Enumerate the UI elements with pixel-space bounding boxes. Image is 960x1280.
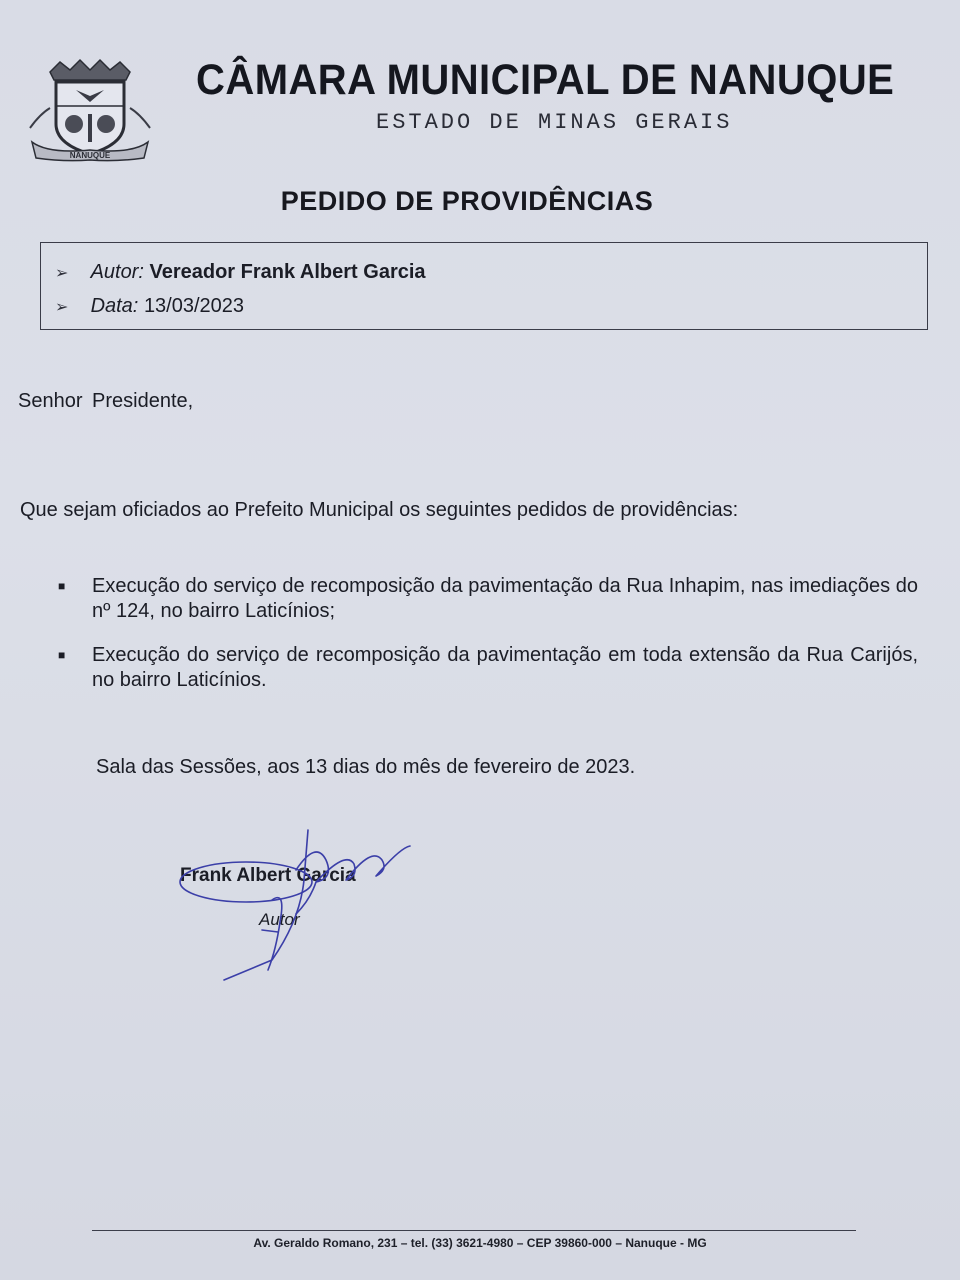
state-subheading: ESTADO DE MINAS GERAIS: [376, 110, 733, 135]
crest-banner-text: NANUQUE: [69, 151, 111, 160]
intro-paragraph: Que sejam oficiados ao Prefeito Municipal os seguintes pedidos de providências:: [20, 499, 739, 521]
org-name-heading: CÂMARA MUNICIPAL DE NANUQUE: [196, 56, 895, 104]
municipal-crest-icon: [26, 58, 154, 168]
list-item: [56, 643, 918, 693]
requests-list: [56, 574, 918, 712]
square-bullet-icon: ■: [58, 648, 66, 662]
arrow-bullet-icon: ➢: [55, 265, 69, 282]
arrow-bullet-icon: ➢: [55, 299, 69, 316]
author-value: Vereador Frank Albert Garcia: [149, 261, 426, 283]
date-value: 13/03/2023: [143, 295, 245, 317]
document-info-box: [40, 242, 928, 330]
author-row: [55, 261, 426, 284]
closing-line: Sala das Sessões, aos 13 dias do mês de fevereiro de 2023.: [96, 756, 636, 778]
footer-divider: [92, 1230, 856, 1231]
date-row: [55, 295, 244, 318]
document-title: PEDIDO DE PROVIDÊNCIAS: [280, 186, 654, 216]
signer-role: Autor: [259, 910, 300, 929]
date-label: Data:: [90, 295, 139, 317]
list-item: [56, 574, 918, 624]
request-text: Execução do serviço de recomposição da pavimentação da Rua Inhapim, nas imediações do nº 124, no bairro Laticínios;: [92, 575, 918, 622]
author-label: Autor:: [90, 261, 144, 283]
handwritten-signature-icon: [176, 820, 426, 990]
footer-address: Av. Geraldo Romano, 231 – tel. (33) 3621-4980 – CEP 39860-000 – Nanuque - MG: [253, 1236, 707, 1250]
request-text: Execução do serviço de recomposição da pavimentação em toda extensão da Rua Carijós, no bairro Laticínios.: [92, 644, 918, 691]
salutation: Senhor Presidente,: [18, 390, 194, 412]
signer-name: Frank Albert Garcia: [180, 865, 356, 886]
square-bullet-icon: ■: [58, 579, 66, 593]
